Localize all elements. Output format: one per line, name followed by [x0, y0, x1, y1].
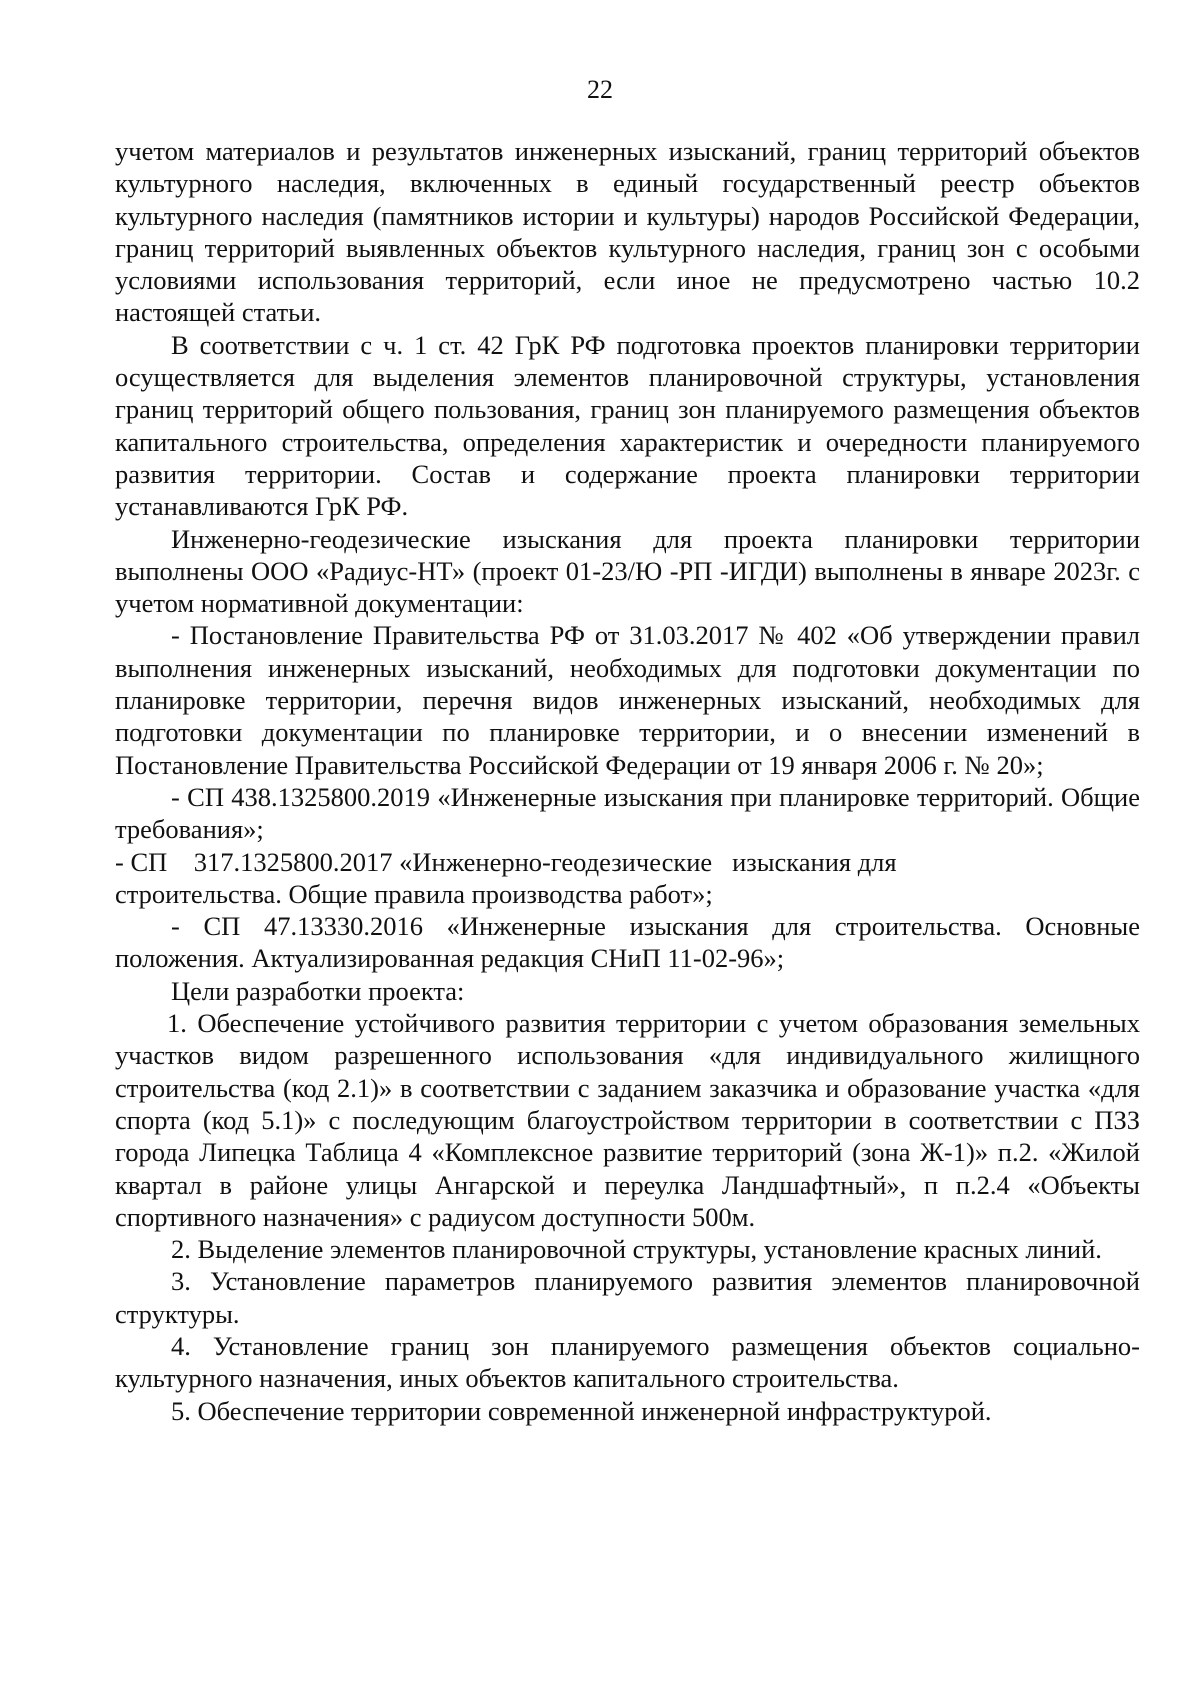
- paragraph-grk-reference: В соответствии с ч. 1 ст. 42 ГрК РФ подготовка проектов планировки территории осуществляется для выделения элементов планировочной структуры, установления границ территорий общего пользования, границ зон планируемого размещения объектов капитального строительства, определения характеристик и очередности планируемого развития территории. Состав и содержание проекта планировки территории устанавливаются ГрК РФ.: [115, 329, 1140, 522]
- page-number: 22: [587, 75, 613, 104]
- list-item-sp-47: - СП 47.13330.2016 «Инженерные изыскания для строительства. Основные положения. Актуализированная редакция СНиП 11-02-96»;: [115, 911, 1140, 974]
- list-item-sp-317-line1: - СП 317.1325800.2017 «Инженерно-геодезические изыскания для: [115, 846, 897, 877]
- list-item-sp-317-line2: строительства. Общие правила производства работ»;: [115, 878, 713, 909]
- goal-item-3: 3. Установление параметров планируемого развития элементов планировочной структуры.: [115, 1266, 1140, 1329]
- list-item-government-decree: - Постановление Правительства РФ от 31.03.2017 № 402 «Об утверждении правил выполнения инженерных изысканий, необходимых для подготовки документации по планировке территории, перечня видов инженерных изысканий, необходимых для подготовки документации по планировке территории, и о внесении изменений в Постановление Правительства Российской Федерации от 19 января 2006 г. № 20»;: [115, 620, 1140, 780]
- paragraph-surveys: Инженерно-геодезические изыскания для проекта планировки территории выполнены ООО «Радиус-НТ» (проект 01-23/Ю -РП -ИГДИ) выполнены в январе 2023г. с учетом нормативной документации:: [115, 523, 1140, 619]
- goal-item-4: 4. Установление границ зон планируемого размещения объектов социально-культурного назначения, иных объектов капитального строительства.: [115, 1330, 1140, 1394]
- goals-heading: Цели разработки проекта:: [171, 975, 465, 1006]
- goal-item-5: 5. Обеспечение территории современной инженерной инфраструктурой.: [171, 1395, 992, 1426]
- list-item-sp-438: - СП 438.1325800.2019 «Инженерные изыскания при планировке территорий. Общие требования»;: [115, 781, 1140, 845]
- paragraph-continuation: учетом материалов и результатов инженерных изысканий, границ территорий объектов культурного наследия, включенных в единый государственный реестр объектов культурного наследия (памятников истории и культуры) народов Российской Федерации, границ территорий выявленных объектов культурного наследия, границ зон с особыми условиями использования территорий, если иное не предусмотрено частью 10.2 настоящей статьи.: [115, 136, 1140, 328]
- goal-item-2: 2. Выделение элементов планировочной структуры, установление красных линий.: [171, 1234, 1102, 1265]
- list-item-sp-317: [115, 846, 1140, 911]
- document-body: [115, 135, 1140, 1427]
- goal-item-1: 1. Обеспечение устойчивого развития территории с учетом образования земельных участков видом разрешенного использования «для индивидуального жилищного строительства (код 2.1)» в соответствии с заданием заказчика и образование участка «для спорта (код 5.1)» с последующим благоустройством территории в соответствии с ПЗЗ города Липецка Таблица 4 «Комплексное развитие территорий (зона Ж-1)» п.2. «Жилой квартал в районе улицы Ангарской и переулка Ландшафтный», п п.2.4 «Объекты спортивного назначения» с радиусом доступности 500м.: [115, 1008, 1140, 1232]
